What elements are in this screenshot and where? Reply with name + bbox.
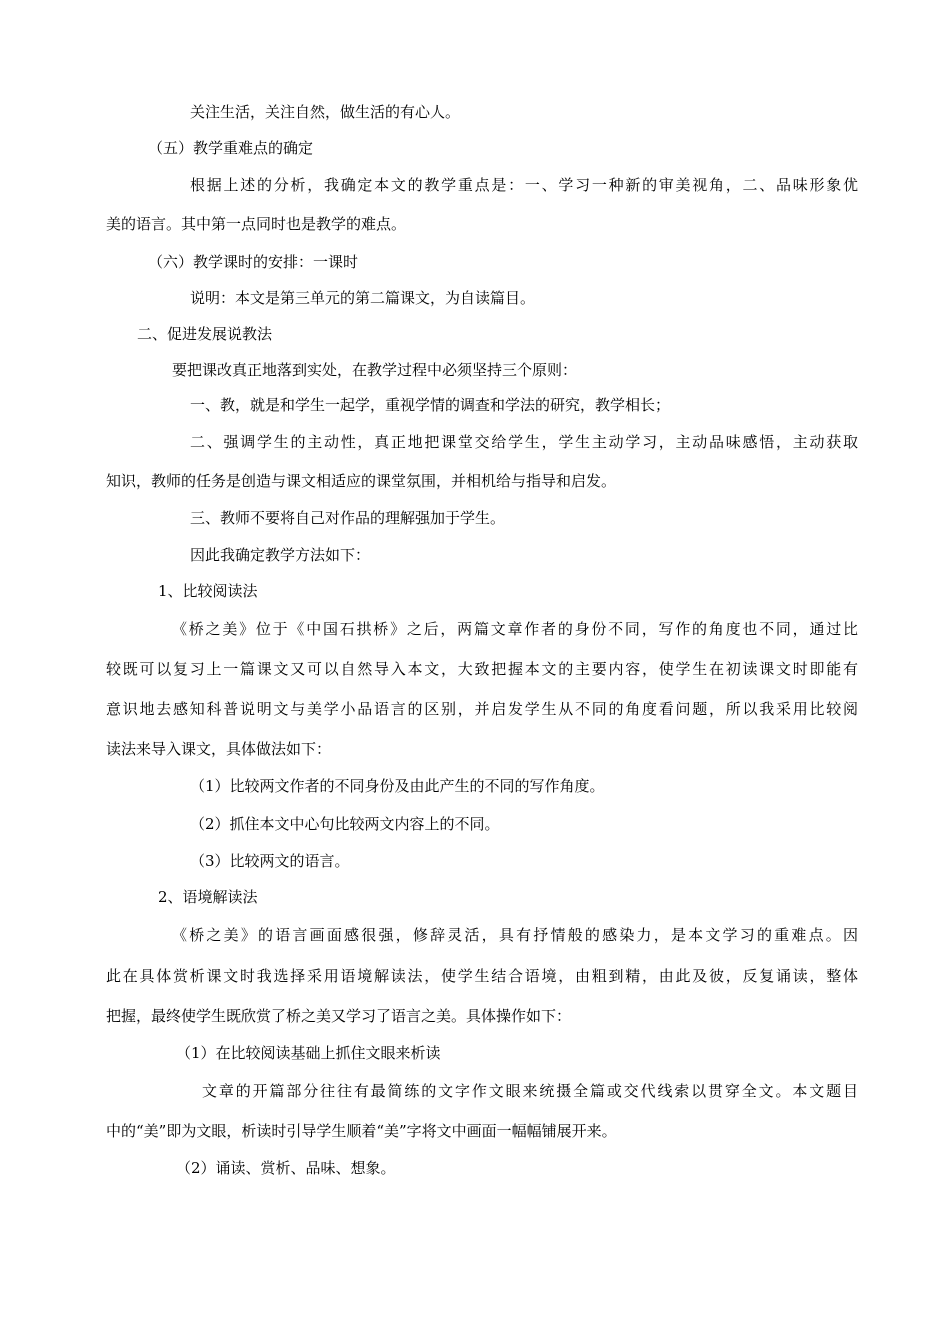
- paragraph-line: 此在具体赏析课文时我选择采用语境解读法，使学生结合语境，由粗到精，由此及彼，反复诵读，整体: [106, 967, 858, 985]
- list-item: （3）比较两文的语言。: [190, 852, 350, 870]
- paragraph-line: 二、强调学生的主动性，真正地把课堂交给学生，学生主动学习，主动品味感悟，主动获取: [190, 433, 858, 451]
- paragraph-line: 文章的开篇部分往往有最简练的文字作文眼来统摄全篇或交代线索以贯穿全文。本文题目: [202, 1082, 858, 1100]
- paragraph-line: 把握，最终使学生既欣赏了桥之美又学习了语言之美。具体操作如下：: [106, 1007, 572, 1025]
- paragraph-line: 知识，教师的任务是创造与课文相适应的课堂氛围，并相机给与指导和启发。: [106, 472, 617, 490]
- paragraph-line: 关注生活，关注自然，做生活的有心人。: [190, 103, 461, 121]
- paragraph-line: 读法来导入课文，具体做法如下：: [106, 740, 332, 758]
- paragraph-line: 《桥之美》的语言画面感很强，修辞灵活，具有抒情般的感染力，是本文学习的重难点。因: [172, 926, 858, 944]
- section-heading: 1、比较阅读法: [158, 582, 258, 600]
- paragraph-line: 美的语言。其中第一点同时也是教学的难点。: [106, 215, 407, 233]
- paragraph-line: 根据上述的分析，我确定本文的教学重点是：一、学习一种新的审美视角，二、品味形象优: [190, 176, 858, 194]
- list-item: （2）抓住本文中心句比较两文内容上的不同。: [190, 815, 500, 833]
- section-heading: （六）教学课时的安排：一课时: [148, 253, 359, 271]
- section-heading: 二、促进发展说教法: [137, 325, 273, 343]
- list-item: （1）比较两文作者的不同身份及由此产生的不同的写作角度。: [190, 777, 605, 795]
- paragraph-line: 《桥之美》位于《中国石拱桥》之后，两篇文章作者的身份不同，写作的角度也不同，通过比: [172, 620, 858, 638]
- paragraph-line: 意识地去感知科普说明文与美学小品语言的区别，并启发学生从不同的角度看问题，所以我采用比较阅: [106, 700, 858, 718]
- section-heading: 2、语境解读法: [158, 888, 258, 906]
- paragraph-line: 因此我确定教学方法如下：: [190, 546, 371, 564]
- paragraph-line: 说明：本文是第三单元的第二篇课文，为自读篇目。: [190, 289, 536, 307]
- paragraph-line: 一、教，就是和学生一起学，重视学情的调查和学法的研究，教学相长；: [190, 396, 671, 414]
- paragraph-line: 较既可以复习上一篇课文又可以自然导入本文，大致把握本文的主要内容，使学生在初读课文时即能有: [106, 660, 858, 678]
- section-heading: （五）教学重难点的确定: [148, 139, 314, 157]
- list-item: （2）诵读、赏析、品味、想象。: [176, 1159, 396, 1177]
- paragraph-line: 中的“美”即为文眼，析读时引导学生顺着“美”字将文中画面一幅幅铺展开来。: [106, 1122, 617, 1140]
- paragraph-line: 要把课改真正地落到实处，在教学过程中必须坚持三个原则：: [172, 361, 578, 379]
- list-item: （1）在比较阅读基础上抓住文眼来析读: [176, 1044, 441, 1062]
- paragraph-line: 三、教师不要将自己对作品的理解强加于学生。: [190, 509, 506, 527]
